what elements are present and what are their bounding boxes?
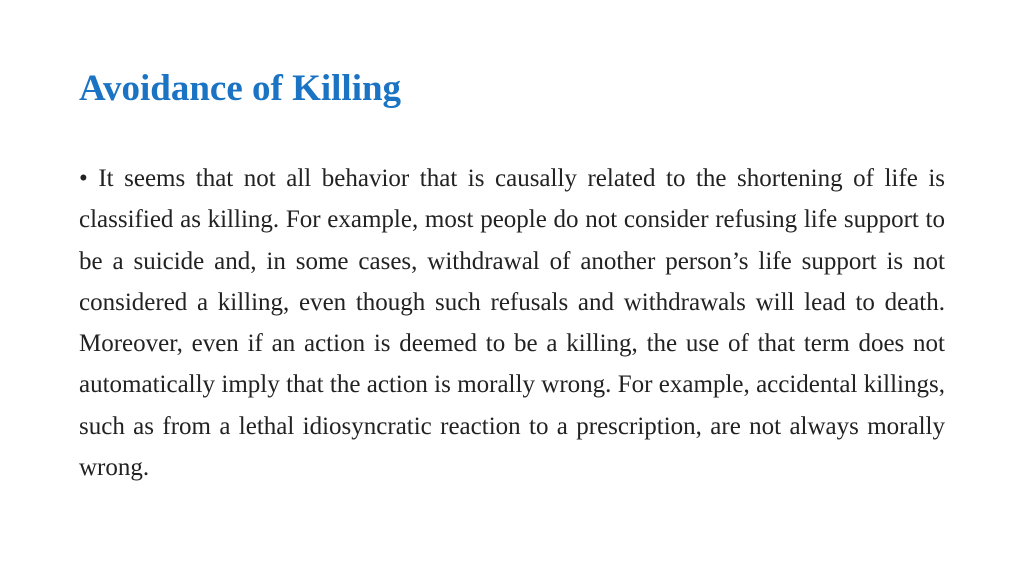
bullet-paragraph — [79, 158, 945, 488]
bullet-marker: • — [79, 165, 88, 192]
slide-title: Avoidance of Killing — [79, 68, 402, 109]
bullet-text: It seems that not all behavior that is causally related to the shortening of life is classified as killing. For example, most people do not consider refusing life support to be a suicide and, in some cases, withdrawal of another person’s life support is not considered a killing, even though such refusals and withdrawals will lead to death. Moreover, even if an action is deemed to be a killing, the use of that term does not automatically imply that the action is morally wrong. For example, accidental killings, such as from a lethal idiosyncratic reaction to a prescription, are not always morally wrong. — [79, 165, 946, 482]
